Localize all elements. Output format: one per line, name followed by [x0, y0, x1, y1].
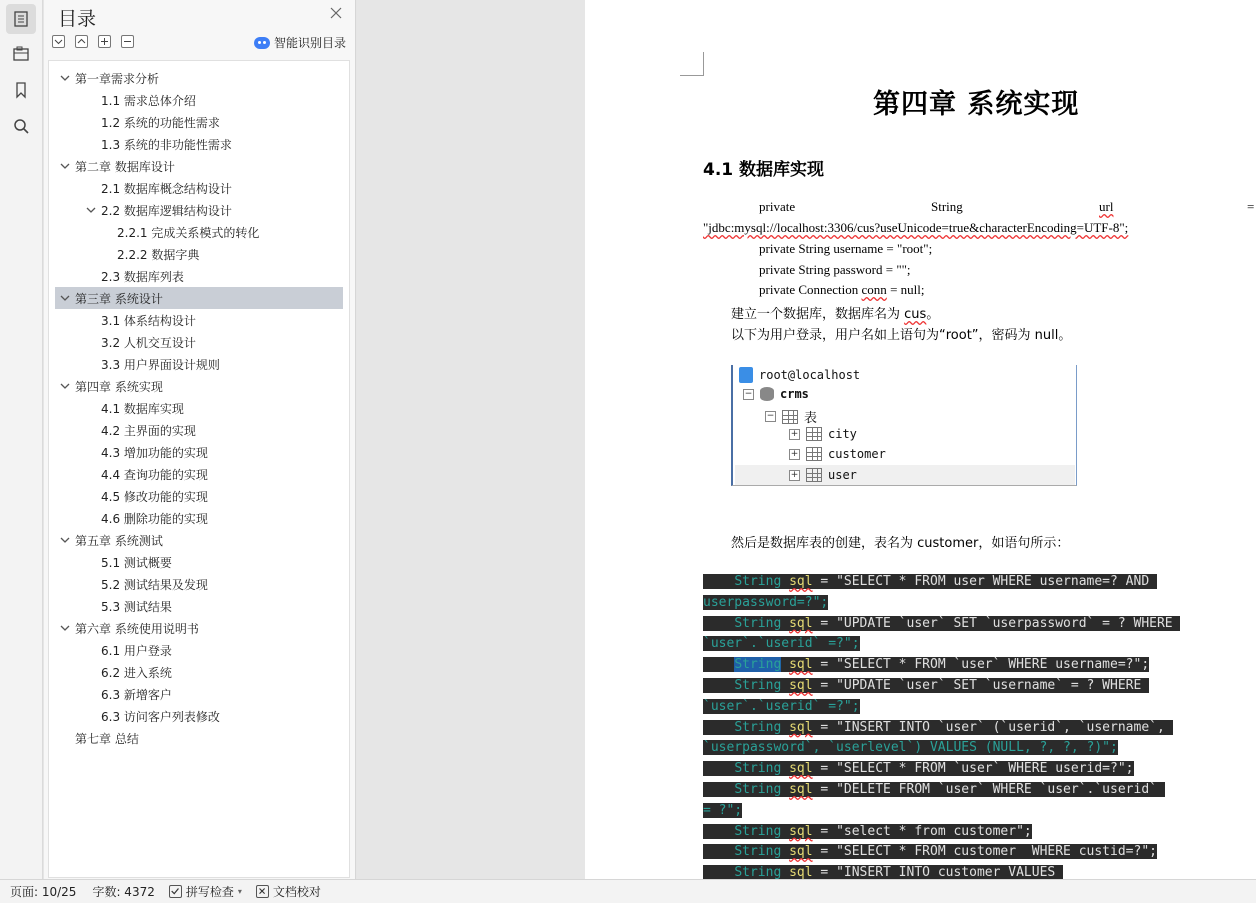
chevron-down-icon[interactable] — [59, 380, 71, 392]
db-tree-image — [731, 365, 1077, 486]
code-url: url — [1099, 199, 1114, 214]
proofread-icon — [256, 885, 269, 898]
code-keyword: String — [734, 844, 782, 860]
code-text: = "UPDATE `user` SET `username` = ? WHERE — [812, 678, 1150, 693]
code-keyword: String — [734, 865, 782, 879]
code-line — [703, 594, 828, 612]
code-variable: sql — [789, 761, 813, 777]
toc-item[interactable] — [55, 485, 343, 507]
document-page[interactable] — [585, 0, 1256, 879]
code-indent — [703, 657, 734, 672]
db-name-cus: cus — [904, 307, 927, 322]
sidebar-rail — [0, 0, 43, 879]
code-indent — [703, 761, 734, 776]
expand-all-icon[interactable] — [52, 35, 65, 48]
code-indent — [703, 678, 734, 693]
code-text: = "SELECT * FROM `user` WHERE username=?"; — [812, 657, 1150, 673]
toc-item-label: 4.6 删除功能的实现 — [101, 511, 208, 526]
toc-item[interactable] — [55, 507, 343, 529]
code-variable: sql — [789, 657, 813, 673]
toc-item-label: 4.4 查询功能的实现 — [101, 467, 208, 482]
code-variable: sql — [789, 823, 813, 839]
code-text: = "SELECT * FROM customer WHERE custid=?"; — [812, 844, 1157, 860]
db-database-row — [743, 387, 809, 401]
code-line — [703, 573, 1157, 591]
toc-item-label: 4.2 主界面的实现 — [101, 423, 196, 438]
paragraph-db-name — [731, 303, 939, 322]
doc-proofread-button[interactable] — [256, 883, 321, 900]
toc-item-label: 6.2 进入系统 — [101, 665, 172, 680]
toc-item[interactable] — [55, 133, 343, 155]
toc-item[interactable] — [55, 199, 343, 221]
paragraph-db-name-post: 。 — [926, 307, 940, 322]
toc-item[interactable] — [55, 67, 343, 89]
chevron-down-icon[interactable] — [85, 204, 97, 216]
collapse-icon: − — [766, 411, 775, 421]
navigation-icon[interactable] — [6, 39, 36, 69]
toc-item-label: 6.3 访问客户列表修改 — [101, 709, 220, 724]
code-text: = "DELETE FROM `user` WHERE `user`.`userid` — [812, 782, 1165, 797]
toc-item-label: 4.1 数据库实现 — [101, 401, 184, 416]
code-text: `user`.`userid` =?"; — [703, 698, 860, 714]
bookmark-icon[interactable] — [6, 75, 36, 105]
db-table-row — [735, 465, 1075, 485]
code-keyword: String — [734, 615, 782, 631]
code-conn: conn — [861, 282, 887, 297]
code-keyword: String — [734, 719, 782, 735]
chevron-down-icon[interactable]: ▾ — [237, 887, 242, 896]
toc-item-label: 6.3 新增客户 — [101, 687, 172, 702]
collapse-icon: − — [744, 388, 753, 399]
db-folder-row — [765, 407, 817, 426]
toc-item-label: 第四章 系统实现 — [75, 379, 163, 394]
code-line — [703, 843, 1157, 861]
code-variable: sql — [789, 678, 813, 693]
toc-item-label: 第三章 系统设计 — [75, 291, 163, 306]
toc-item-label: 2.3 数据库列表 — [101, 269, 184, 284]
document-gutter — [357, 0, 585, 879]
check-icon — [169, 885, 182, 898]
code-text: = "SELECT * FROM `user` WHERE userid=?"; — [812, 761, 1134, 777]
toc-item-label: 1.1 需求总体介绍 — [101, 93, 196, 108]
add-heading-icon[interactable] — [98, 35, 111, 48]
toc-item-label: 6.1 用户登录 — [101, 643, 172, 658]
toc-item[interactable] — [55, 111, 343, 133]
code-variable: sql — [789, 865, 813, 879]
table-icon — [806, 447, 822, 461]
toc-item[interactable] — [55, 397, 343, 419]
toc-item[interactable] — [55, 155, 343, 177]
expand-icon: + — [790, 448, 799, 459]
toc-item[interactable] — [55, 639, 343, 661]
chevron-down-icon[interactable] — [59, 292, 71, 304]
code-text: `userpassword`, `userlevel`) VALUES (NULL, ?, ?, ?)"; — [703, 740, 1118, 756]
toc-item-label: 3.2 人机交互设计 — [101, 335, 196, 350]
toc-item[interactable] — [55, 683, 343, 705]
page-corner-mark — [680, 52, 704, 76]
code-keyword: String — [734, 657, 782, 673]
toc-item[interactable] — [55, 463, 343, 485]
table-icon — [806, 468, 822, 482]
code-connection — [759, 282, 924, 298]
ai-toc-label: 智能识别目录 — [274, 36, 347, 50]
toc-list — [48, 60, 350, 878]
toc-item[interactable] — [55, 595, 343, 617]
toc-item[interactable] — [55, 529, 343, 551]
toc-item[interactable] — [55, 705, 343, 727]
toc-item-label: 4.5 修改功能的实现 — [101, 489, 208, 504]
toc-item[interactable] — [55, 573, 343, 595]
table-icon — [806, 427, 822, 441]
code-indent — [703, 782, 734, 797]
toc-item-label: 第一章需求分析 — [75, 71, 160, 86]
code-keyword: String — [734, 782, 782, 797]
toc-item-label: 2.2.2 数据字典 — [117, 247, 200, 262]
toc-item[interactable] — [55, 265, 343, 287]
db-connection-row — [739, 367, 860, 383]
toc-title: 目录 — [58, 8, 97, 30]
code-text: `user`.`userid` =?"; — [703, 636, 860, 652]
toc-item[interactable] — [55, 617, 343, 639]
db-table-label: city — [828, 427, 857, 441]
toc-item[interactable] — [55, 353, 343, 375]
code-line — [703, 698, 860, 716]
toc-item[interactable] — [55, 375, 343, 397]
chevron-down-icon[interactable] — [59, 72, 71, 84]
code-variable: sql — [789, 719, 813, 735]
section-title: 4.1 数据库实现 — [703, 160, 825, 180]
code-text: = "UPDATE `user` SET `userpassword` = ? WHERE — [812, 615, 1181, 631]
code-indent — [703, 865, 734, 879]
page-count-label: 页面: 10/25 — [10, 885, 77, 899]
search-icon[interactable] — [6, 111, 36, 141]
toc-panel — [44, 0, 356, 879]
toc-item[interactable] — [55, 89, 343, 111]
toc-item-label: 第七章 总结 — [75, 731, 139, 746]
code-indent — [703, 844, 734, 859]
code-indent — [703, 720, 734, 735]
db-connection-label: root@localhost — [759, 368, 861, 382]
word-count-label: 字数: 4372 — [92, 885, 155, 899]
code-keyword: String — [734, 574, 782, 589]
page-count[interactable] — [10, 883, 76, 900]
code-indent — [703, 616, 734, 631]
code-line — [703, 864, 1063, 879]
code-space — [781, 720, 789, 735]
code-indent — [703, 824, 734, 839]
db-folder-label: 表 — [804, 411, 818, 426]
code-line — [703, 656, 1149, 674]
toc-item-label: 第五章 系统测试 — [75, 533, 163, 548]
code-text: = "INSERT INTO customer VALUES — [812, 865, 1064, 879]
toc-item[interactable] — [55, 221, 343, 243]
spell-check-label: 拼写检查 — [185, 885, 234, 899]
toc-item-label: 5.3 测试结果 — [101, 599, 172, 614]
code-text: = "select * from customer"; — [812, 823, 1032, 839]
paragraph-login: 以下为用户登录，用户名如上语句为“root”，密码为 null。 — [731, 328, 1072, 343]
toc-item-label: 5.2 测试结果及发现 — [101, 577, 208, 592]
code-string: String — [931, 199, 963, 214]
code-line — [703, 739, 1118, 757]
code-equals: = — [1247, 199, 1255, 214]
code-line — [703, 823, 1032, 841]
toc-toolbar — [52, 35, 134, 49]
code-keyword: String — [734, 761, 782, 777]
ai-toc-button[interactable] — [254, 34, 346, 51]
code-text: = ?"; — [703, 802, 743, 818]
paragraph-table-create: 然后是数据库表的创建，表名为 customer，如语句所示： — [731, 536, 1070, 551]
toc-item[interactable] — [55, 243, 343, 265]
code-space — [781, 824, 789, 839]
toc-item-label: 4.3 增加功能的实现 — [101, 445, 208, 460]
db-table-label: customer — [828, 447, 886, 461]
expand-icon: + — [790, 469, 799, 480]
toc-icon[interactable] — [6, 4, 36, 34]
code-space — [781, 678, 789, 693]
code-line — [703, 760, 1134, 778]
toc-item[interactable] — [55, 727, 343, 749]
code-space — [781, 657, 789, 672]
code-jdbc-url: "jdbc:mysql://localhost:3306/cus?useUnicode=true&characterEncoding=UTF-8"; — [703, 220, 1129, 235]
chevron-down-icon[interactable] — [59, 534, 71, 546]
code-line — [703, 802, 742, 820]
toc-item[interactable] — [55, 177, 343, 199]
code-line — [703, 719, 1173, 737]
database-icon — [760, 387, 774, 401]
toc-item-label: 1.3 系统的非功能性需求 — [101, 137, 232, 152]
code-line — [703, 781, 1165, 799]
toc-item-label: 3.3 用户界面设计规则 — [101, 357, 220, 372]
status-bar — [0, 879, 1256, 903]
chevron-down-icon[interactable] — [59, 622, 71, 634]
code-variable: sql — [789, 844, 813, 860]
code-private: private — [759, 199, 796, 214]
db-table-row — [789, 427, 857, 441]
code-space — [781, 782, 789, 797]
code-space — [781, 616, 789, 631]
code-text: = "INSERT INTO `user` (`userid`, `username`, — [812, 719, 1173, 735]
code-variable: sql — [789, 574, 813, 589]
toc-item[interactable] — [55, 419, 343, 441]
code-line — [703, 615, 1180, 633]
code-line — [703, 677, 1149, 695]
toc-item[interactable] — [55, 441, 343, 463]
chapter-title: 第四章 系统实现 — [873, 89, 1080, 120]
code-keyword: String — [734, 823, 782, 839]
toc-item-label: 5.1 测试概要 — [101, 555, 172, 570]
toc-item[interactable] — [55, 331, 343, 353]
code-line — [703, 635, 860, 653]
toc-item[interactable] — [55, 551, 343, 573]
toc-item-label: 第二章 数据库设计 — [75, 159, 175, 174]
db-table-row — [789, 447, 886, 461]
toc-item-label: 2.1 数据库概念结构设计 — [101, 181, 232, 196]
db-table-label: user — [828, 468, 857, 482]
table-folder-icon — [782, 410, 798, 424]
server-icon — [739, 367, 753, 383]
toc-item-label: 3.1 体系结构设计 — [101, 313, 196, 328]
toc-item[interactable] — [55, 661, 343, 683]
code-text: userpassword=?"; — [703, 594, 829, 610]
robot-icon — [254, 37, 270, 49]
remove-heading-icon[interactable] — [121, 35, 134, 48]
toc-item[interactable] — [55, 309, 343, 331]
paragraph-db-name-pre: 建立一个数据库，数据库名为 — [731, 307, 905, 322]
toc-item-label: 2.2 数据库逻辑结构设计 — [101, 203, 232, 218]
toc-item[interactable] — [55, 287, 343, 309]
code-variable: sql — [789, 615, 813, 631]
code-text: = "SELECT * FROM user WHERE username=? AND — [812, 574, 1157, 589]
toc-item-label: 2.2.1 完成关系模式的转化 — [117, 225, 260, 240]
code-indent — [703, 574, 734, 589]
code-space — [781, 844, 789, 859]
code-space — [781, 761, 789, 776]
close-icon[interactable] — [330, 7, 342, 19]
word-count[interactable] — [92, 883, 154, 900]
code-space — [781, 865, 789, 879]
code-connection-post: = null; — [886, 282, 925, 297]
db-database-label: crms — [780, 387, 809, 401]
spell-check-button[interactable] — [169, 883, 242, 900]
code-connection-pre: private Connection — [759, 282, 862, 297]
code-username: private String username = "root"; — [759, 241, 933, 256]
toc-item-label: 第六章 系统使用说明书 — [75, 621, 199, 636]
doc-proofread-label: 文档校对 — [272, 885, 321, 899]
toc-item-label: 1.2 系统的功能性需求 — [101, 115, 220, 130]
code-keyword: String — [734, 678, 782, 693]
collapse-all-icon[interactable] — [75, 35, 88, 48]
chevron-down-icon[interactable] — [59, 160, 71, 172]
expand-icon: + — [790, 428, 799, 439]
code-variable: sql — [789, 782, 813, 797]
code-space — [781, 574, 789, 589]
code-password: private String password = ""; — [759, 262, 911, 277]
